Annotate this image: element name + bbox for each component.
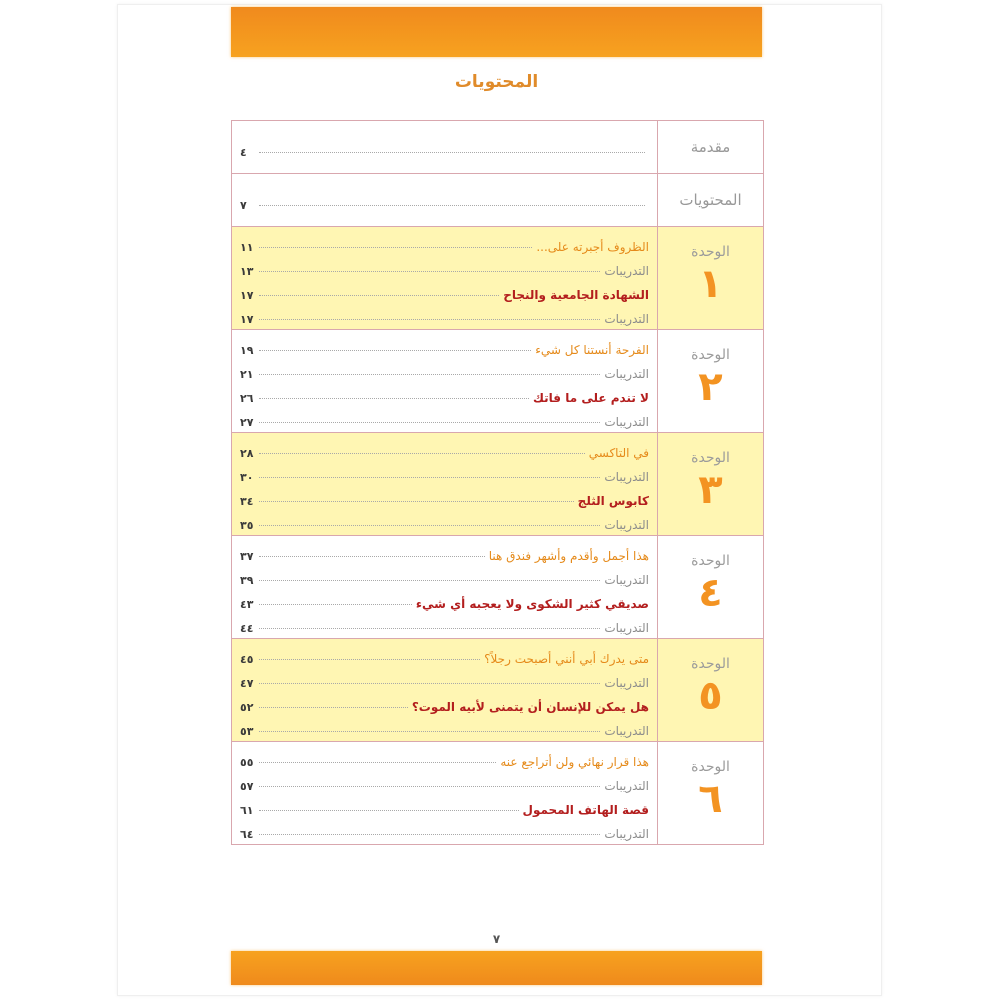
toc-entry[interactable] <box>240 642 649 666</box>
toc-row-unit-3 <box>232 433 763 536</box>
toc-row-unit-4 <box>232 536 763 639</box>
entries-cell <box>232 174 657 226</box>
toc-entry[interactable] <box>240 745 649 769</box>
entry-title: التدريبات <box>604 573 649 587</box>
dot-leader <box>259 810 519 811</box>
page-ref: ٣٤ <box>240 495 254 508</box>
toc-row-unit-1 <box>232 227 763 330</box>
page-title: المحتويات <box>454 72 539 92</box>
dot-leader <box>259 683 600 684</box>
entry-title: التدريبات <box>604 779 649 793</box>
dot-leader <box>259 271 600 272</box>
table-of-contents <box>231 120 764 845</box>
toc-entry[interactable] <box>240 333 649 357</box>
entry-title: التدريبات <box>604 312 649 326</box>
unit-number: ٢ <box>698 364 723 410</box>
dot-leader <box>259 786 600 787</box>
entry-title: التدريبات <box>604 470 649 484</box>
entry-title: لا تندم على ما فاتك <box>533 391 649 405</box>
page-ref: ٣٠ <box>240 471 254 484</box>
unit-number: ٦ <box>698 776 723 822</box>
entry-title: الظروف أجبرته على... <box>536 240 649 254</box>
entry-title: التدريبات <box>604 264 649 278</box>
dot-leader <box>259 453 585 454</box>
unit-word: الوحدة <box>691 347 730 363</box>
unit-label-cell <box>657 330 763 432</box>
page-number: ٧ <box>492 932 501 946</box>
footer-band <box>231 951 762 985</box>
unit-number: ٥ <box>698 673 723 719</box>
toc-entry[interactable] <box>240 278 649 302</box>
dot-leader <box>259 350 531 351</box>
entries-cell <box>232 639 657 741</box>
dot-leader <box>259 477 600 478</box>
dot-leader <box>259 659 480 660</box>
entry-title: التدريبات <box>604 518 649 532</box>
toc-entry[interactable] <box>240 254 649 278</box>
toc-row-unit-2 <box>232 330 763 433</box>
entry-title: هل يمكن للإنسان أن يتمنى لأبيه الموت؟ <box>411 700 649 714</box>
entry-title: الشهادة الجامعية والنجاح <box>503 288 649 302</box>
entry-title: صديقي كثير الشكوى ولا يعجبه أي شيء <box>415 597 649 611</box>
entry-title: التدريبات <box>604 827 649 841</box>
label-cell <box>657 121 763 173</box>
dot-leader <box>259 762 496 763</box>
toc-entry[interactable] <box>240 539 649 563</box>
entries-cell <box>232 121 657 173</box>
entry-title: هذا أجمل وأقدم وأشهر فندق هنا <box>488 549 649 563</box>
toc-entry[interactable] <box>240 714 649 738</box>
page-ref: ٥٣ <box>240 725 254 738</box>
toc-entry[interactable] <box>240 666 649 690</box>
toc-entry[interactable] <box>240 460 649 484</box>
toc-entry[interactable] <box>240 436 649 460</box>
page-ref: ٤٧ <box>240 677 254 690</box>
toc-entry[interactable] <box>240 611 649 635</box>
dot-leader <box>259 525 600 526</box>
entry-title: التدريبات <box>604 415 649 429</box>
unit-label-cell <box>657 639 763 741</box>
dot-leader <box>259 398 529 399</box>
unit-label-cell <box>657 227 763 329</box>
toc-entry[interactable] <box>240 381 649 405</box>
dot-leader <box>259 501 574 502</box>
page-ref: ٦١ <box>240 804 254 817</box>
dot-leader <box>259 580 600 581</box>
unit-word: الوحدة <box>691 759 730 775</box>
unit-number: ١ <box>698 261 723 307</box>
dot-leader <box>259 707 408 708</box>
page-ref: ٦٤ <box>240 828 254 841</box>
dot-leader <box>259 422 600 423</box>
unit-number: ٤ <box>698 570 723 616</box>
unit-label-cell <box>657 536 763 638</box>
dot-leader <box>259 152 645 153</box>
toc-entry[interactable] <box>240 690 649 714</box>
toc-entry[interactable] <box>240 405 649 429</box>
page-ref: ٤ <box>240 146 247 159</box>
toc-row-intro <box>232 121 763 174</box>
dot-leader <box>259 604 412 605</box>
toc-entry[interactable] <box>240 793 649 817</box>
unit-label-cell <box>657 433 763 535</box>
toc-entry[interactable] <box>240 563 649 587</box>
page-ref: ٣٥ <box>240 519 254 532</box>
page-ref: ٢٨ <box>240 447 254 460</box>
units-container <box>232 227 763 844</box>
toc-entry[interactable] <box>240 302 649 326</box>
dot-leader <box>259 731 600 732</box>
entries-cell <box>232 330 657 432</box>
page-ref: ٥٢ <box>240 701 254 714</box>
page-ref: ١٩ <box>240 344 254 357</box>
entry-title: الفرحة أنستنا كل شيء <box>535 343 649 357</box>
entry-title: كابوس الثلج <box>577 494 649 508</box>
header-band <box>231 7 762 57</box>
page-ref: ١٧ <box>240 313 254 326</box>
page-ref: ٤٣ <box>240 598 254 611</box>
entries-cell <box>232 742 657 844</box>
intro-label: مقدمة <box>690 138 731 156</box>
unit-word: الوحدة <box>691 244 730 260</box>
dot-leader <box>259 319 600 320</box>
page-ref: ٢١ <box>240 368 254 381</box>
dot-leader <box>259 295 499 296</box>
entry-title: متى يدرك أبي أنني أصبحت رجلاً؟ <box>484 652 649 666</box>
toc-entry[interactable] <box>240 135 649 159</box>
entries-cell <box>232 536 657 638</box>
entry-title: هذا قرار نهائي ولن أتراجع عنه <box>500 755 649 769</box>
entry-title: التدريبات <box>604 724 649 738</box>
toc-entry[interactable] <box>240 188 649 212</box>
unit-word: الوحدة <box>691 450 730 466</box>
toc-entry[interactable] <box>240 817 649 841</box>
entry-title: التدريبات <box>604 676 649 690</box>
entries-cell <box>232 227 657 329</box>
dot-leader <box>259 247 532 248</box>
dot-leader <box>259 834 600 835</box>
label-cell <box>657 174 763 226</box>
page-ref: ٥٥ <box>240 756 254 769</box>
toc-entry[interactable] <box>240 230 649 254</box>
entry-title: التدريبات <box>604 367 649 381</box>
page-ref: ٤٤ <box>240 622 254 635</box>
unit-label-cell <box>657 742 763 844</box>
page-ref: ١١ <box>240 241 254 254</box>
toc-entry[interactable] <box>240 769 649 793</box>
page-ref: ١٣ <box>240 265 254 278</box>
page-ref: ٧ <box>240 199 247 212</box>
toc-row-contents <box>232 174 763 227</box>
unit-word: الوحدة <box>691 553 730 569</box>
dot-leader <box>259 374 600 375</box>
entry-title: في التاكسي <box>588 446 649 460</box>
toc-row-unit-6 <box>232 742 763 844</box>
page-ref: ٢٧ <box>240 416 254 429</box>
toc-entry[interactable] <box>240 484 649 508</box>
page-ref: ٣٧ <box>240 550 254 563</box>
page-ref: ٤٥ <box>240 653 254 666</box>
page-ref: ٢٦ <box>240 392 254 405</box>
toc-entry[interactable] <box>240 508 649 532</box>
toc-row-unit-5 <box>232 639 763 742</box>
entry-title: قصة الهاتف المحمول <box>522 803 649 817</box>
page-ref: ١٧ <box>240 289 254 302</box>
dot-leader <box>259 628 600 629</box>
page-ref: ٣٩ <box>240 574 254 587</box>
toc-entry[interactable] <box>240 587 649 611</box>
entry-title: التدريبات <box>604 621 649 635</box>
toc-entry[interactable] <box>240 357 649 381</box>
unit-word: الوحدة <box>691 656 730 672</box>
dot-leader <box>259 205 645 206</box>
dot-leader <box>259 556 485 557</box>
unit-number: ٣ <box>698 467 723 513</box>
page-ref: ٥٧ <box>240 780 254 793</box>
entries-cell <box>232 433 657 535</box>
contents-label: المحتويات <box>679 191 742 209</box>
